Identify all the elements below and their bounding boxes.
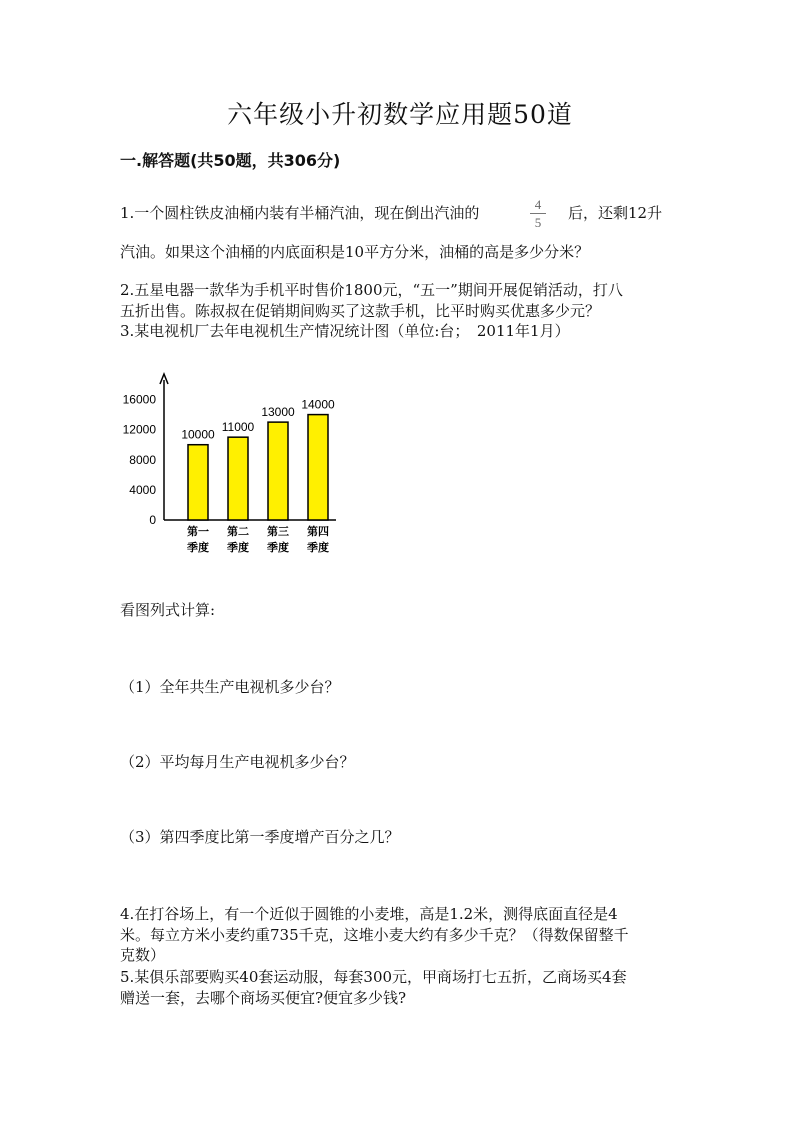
q4-line2: 米。每立方米小麦约重735千克，这堆小麦大约有多少千克？（得数保留整千 bbox=[120, 926, 629, 944]
q3-sub2: （2）平均每月生产电视机多少台？ bbox=[120, 753, 355, 771]
q3-instruction: 看图列式计算: bbox=[120, 601, 216, 619]
y-tick-label: 8000 bbox=[129, 452, 156, 467]
x-category-label: 季度 bbox=[227, 541, 249, 554]
y-tick-label: 0 bbox=[149, 513, 156, 527]
x-category-label: 第三 bbox=[267, 525, 289, 538]
q5-line1: 5.某俱乐部要购买40套运动服，每套300元，甲商场打七五折，乙商场买4套 bbox=[120, 968, 627, 986]
bar bbox=[188, 445, 208, 520]
fraction-denominator: 5 bbox=[534, 215, 542, 230]
q4-line3: 克数） bbox=[120, 946, 166, 964]
q5-line2: 赠送一套，去哪个商场买便宜?便宜多少钱? bbox=[120, 989, 407, 1007]
bar bbox=[308, 415, 328, 520]
x-category-label: 季度 bbox=[187, 541, 209, 554]
q3-sub1: （1）全年共生产电视机多少台？ bbox=[120, 678, 340, 696]
bar bbox=[228, 437, 248, 520]
q2-line2: 五折出售。陈叔叔在促销期间购买了这款手机，比平时购买优惠多少元？ bbox=[120, 302, 601, 320]
section-heading: 一.解答题(共50题，共306分) bbox=[120, 151, 341, 170]
bar-value-label: 13000 bbox=[261, 405, 295, 420]
production-bar-chart bbox=[122, 370, 360, 565]
q1-line1a: 1.一个圆柱铁皮油桶内装有半桶汽油，现在倒出汽油的 bbox=[120, 204, 480, 222]
y-tick-label: 12000 bbox=[122, 422, 156, 437]
bar-value-label: 11000 bbox=[221, 420, 255, 435]
y-tick-label: 16000 bbox=[122, 392, 156, 407]
q3-sub3: （3）第四季度比第一季度增产百分之几？ bbox=[120, 828, 400, 846]
x-category-label: 第四 bbox=[307, 525, 329, 538]
x-category-label: 季度 bbox=[307, 541, 329, 554]
y-tick-label: 4000 bbox=[129, 482, 156, 497]
bar-value-label: 14000 bbox=[301, 397, 335, 412]
q1-line2: 汽油。如果这个油桶的内底面积是10平方分米，油桶的高是多少分米？ bbox=[120, 243, 590, 261]
bar-value-label: 10000 bbox=[181, 427, 215, 442]
bar bbox=[268, 422, 288, 520]
x-category-label: 第一 bbox=[187, 525, 209, 538]
q2-line1: 2.五星电器一款华为手机平时售价1800元，“五一”期间开展促销活动，打八 bbox=[120, 281, 623, 299]
q4-line1: 4.在打谷场上，有一个近似于圆锥的小麦堆，高是1.2米，测得底面直径是4 bbox=[120, 905, 618, 923]
fraction-numerator: 4 bbox=[534, 197, 542, 212]
q1-line1b: 后，还剩12升 bbox=[568, 204, 663, 222]
x-category-label: 第二 bbox=[227, 525, 249, 538]
fraction-four-fifths bbox=[528, 197, 548, 230]
q3-line1: 3.某电视机厂去年电视机生产情况统计图（单位:台； 2011年1月） bbox=[120, 322, 570, 340]
page-title: 六年级小升初数学应用题50道 bbox=[227, 100, 573, 129]
x-category-label: 季度 bbox=[267, 541, 289, 554]
fraction-bar bbox=[530, 213, 546, 214]
